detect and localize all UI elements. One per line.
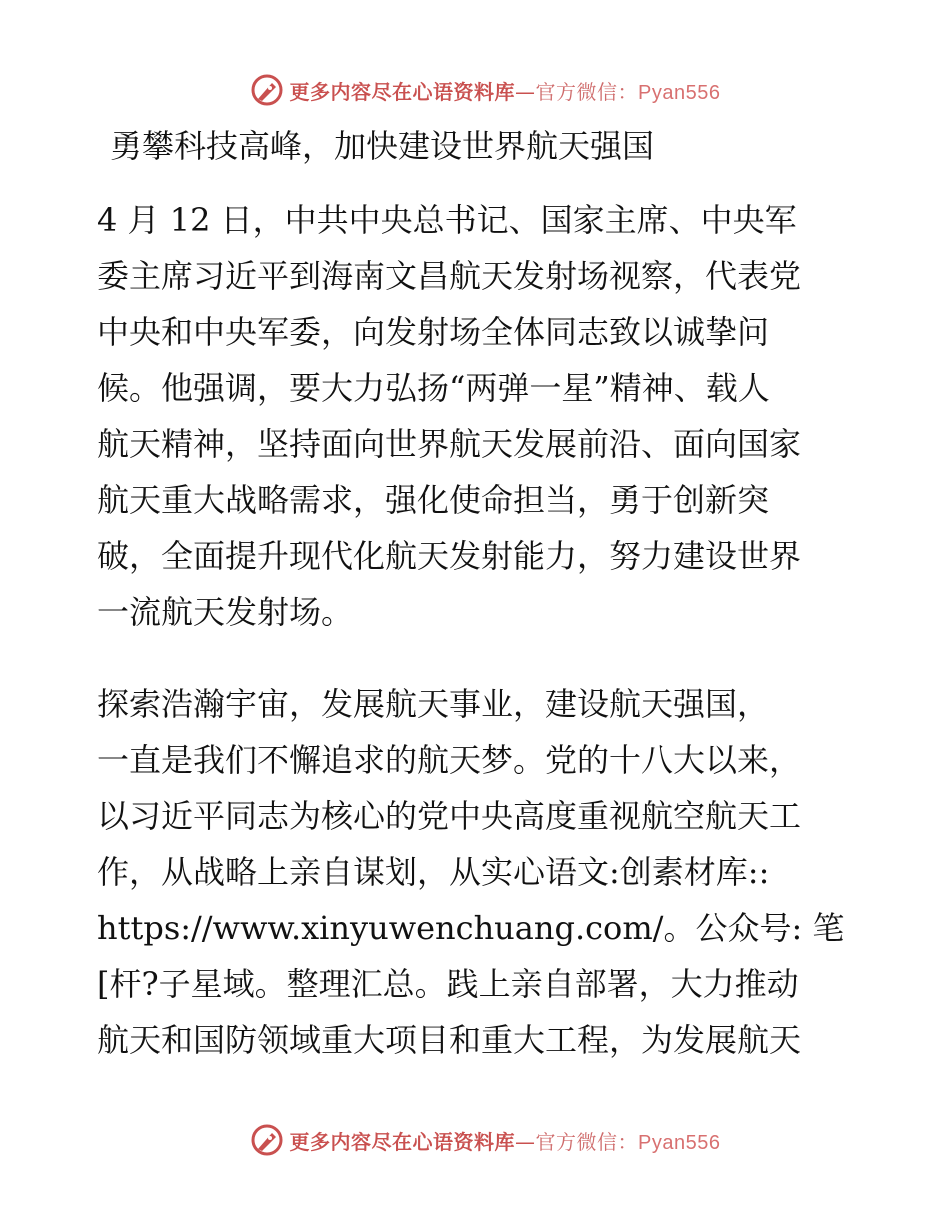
paragraph-line: 候。他强调，要大力弘扬“两弹一星”精神、载人 — [97, 369, 770, 407]
paragraph-line: 航天精神，坚持面向世界航天发展前沿、面向国家 — [97, 425, 802, 463]
header-dash: — — [515, 79, 536, 104]
paragraph-line: 一流航天发射场。 — [97, 593, 354, 631]
paragraph-line: [杆?子星域。整理汇总。践上亲自部署，大力推动 — [97, 965, 799, 1003]
paragraph-line: 以习近平同志为核心的党中央高度重视航空航天工 — [97, 797, 802, 835]
footer-brand-text: 更多内容尽在心语资料库 — [289, 1129, 516, 1154]
header-banner — [0, 70, 950, 110]
header-banner-text — [290, 76, 721, 105]
pen-nib-logo-icon — [250, 73, 284, 107]
paragraph-line-link: https://www.xinyuwenchuang.com/。公众号: 笔 — [97, 909, 845, 947]
footer-wechat-id: Pyan556 — [638, 1131, 721, 1154]
paragraph-line: 中央和中央军委，向发射场全体同志致以诚挚问 — [97, 313, 770, 351]
footer-banner — [0, 1120, 950, 1160]
paragraph-2 — [97, 676, 857, 1068]
pen-nib-logo-icon — [250, 1123, 284, 1157]
footer-banner-content — [250, 1123, 721, 1157]
paragraph-line: 航天和国防领域重大项目和重大工程，为发展航天 — [97, 1021, 802, 1059]
footer-banner-text — [290, 1126, 721, 1155]
paragraph-line: 探索浩瀚宇宙，发展航天事业，建设航天强国， — [97, 685, 770, 723]
footer-wechat-label: 官方微信： — [535, 1129, 639, 1154]
header-banner-content — [250, 73, 721, 107]
paragraph-line: 航天重大战略需求，强化使命担当，勇于创新突 — [97, 481, 770, 519]
paragraph-1 — [97, 192, 857, 640]
header-brand-text: 更多内容尽在心语资料库 — [289, 79, 516, 104]
paragraph-line: 委主席习近平到海南文昌航天发射场视察，代表党 — [97, 257, 802, 295]
paragraph-line: 作，从战略上亲自谋划，从实心语文:创素材库:: — [97, 853, 770, 891]
paragraph-line: 一直是我们不懈追求的航天梦。党的十八大以来， — [97, 741, 802, 779]
footer-dash: — — [515, 1129, 536, 1154]
header-wechat-id: Pyan556 — [638, 81, 721, 104]
document-title: 勇攀科技高峰，加快建设世界航天强国 — [110, 127, 655, 165]
paragraph-line: 4 月 12 日，中共中央总书记、国家主席、中央军 — [97, 201, 797, 239]
paragraph-line: 破，全面提升现代化航天发射能力，努力建设世界 — [97, 537, 802, 575]
header-wechat-label: 官方微信： — [535, 79, 639, 104]
